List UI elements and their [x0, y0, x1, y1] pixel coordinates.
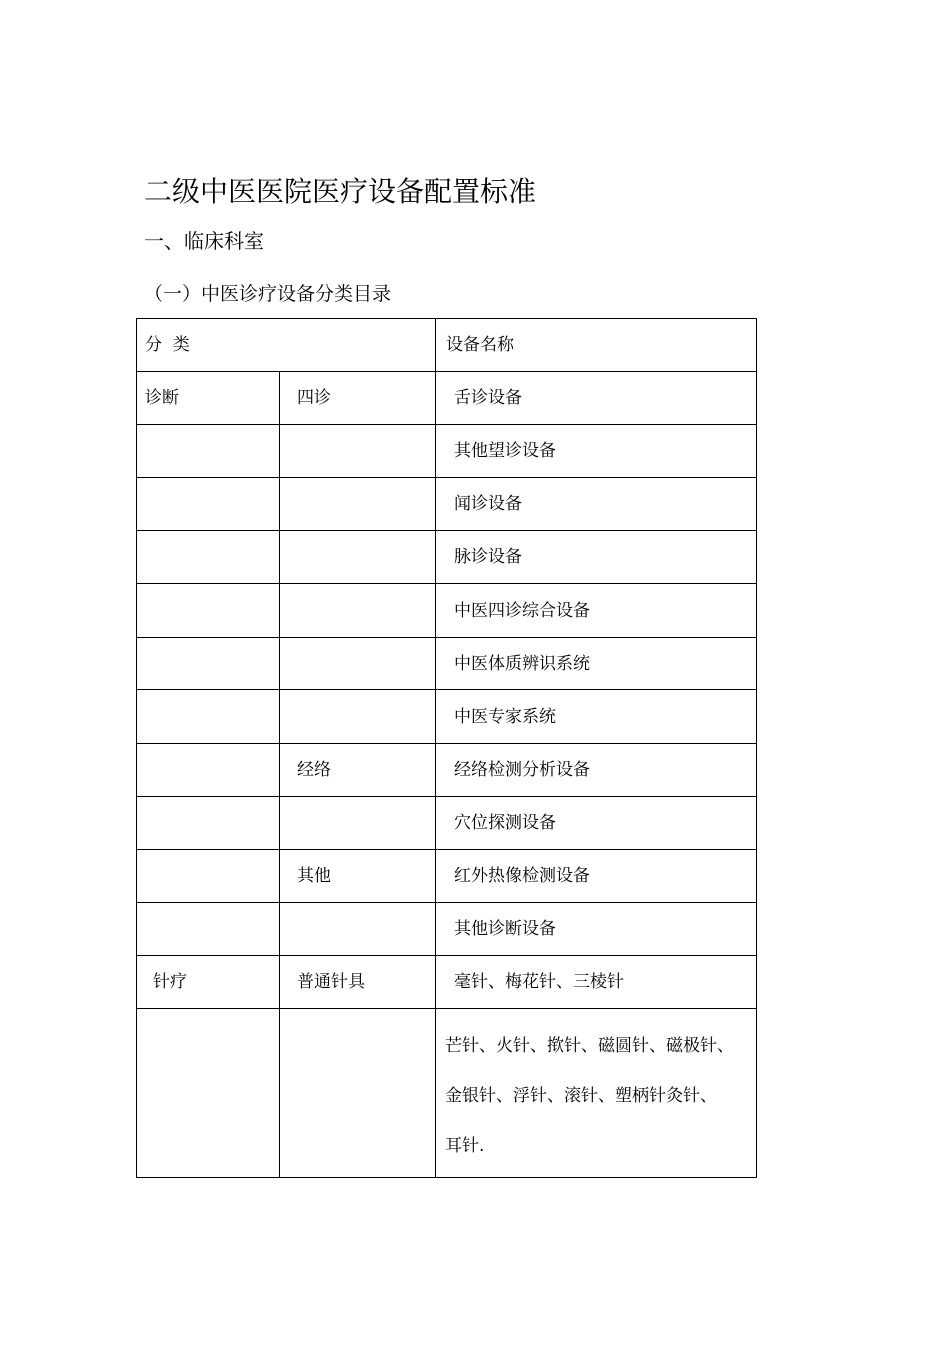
table-row [137, 425, 757, 478]
category-level2 [280, 478, 436, 531]
equipment-name-line: 金银针、浮针、滚针、塑柄针灸针、 [445, 1086, 717, 1106]
table-row [137, 584, 757, 638]
category-level2 [280, 531, 436, 584]
category-level1 [137, 638, 280, 690]
equipment-table [136, 318, 757, 1178]
category-level1: 诊断 [137, 372, 280, 425]
category-level1 [137, 478, 280, 531]
category-level2: 四诊 [280, 372, 436, 425]
category-level1 [137, 744, 280, 797]
document-title: 二级中医医院医疗设备配置标准 [144, 175, 537, 208]
category-level2 [280, 690, 436, 744]
category-level2: 经络 [280, 744, 436, 797]
table-row [137, 956, 757, 1009]
category-level2 [280, 903, 436, 956]
table-row [137, 903, 757, 956]
equipment-name: 舌诊设备 [436, 372, 757, 425]
category-level2 [280, 425, 436, 478]
table-row [137, 1009, 757, 1178]
category-level1 [137, 1009, 280, 1178]
category-level1 [137, 584, 280, 638]
category-level1 [137, 903, 280, 956]
equipment-name: 中医四诊综合设备 [436, 584, 757, 638]
table-header-row [137, 319, 757, 372]
equipment-name: 闻诊设备 [436, 478, 757, 531]
table-row [137, 478, 757, 531]
table-row [137, 850, 757, 903]
table-row [137, 372, 757, 425]
equipment-name: 其他诊断设备 [436, 903, 757, 956]
equipment-name: 经络检测分析设备 [436, 744, 757, 797]
category-level2: 其他 [280, 850, 436, 903]
category-level2 [280, 1009, 436, 1178]
equipment-name: 红外热像检测设备 [436, 850, 757, 903]
section-heading: 一、临床科室 [144, 229, 264, 253]
table-row [137, 690, 757, 744]
category-level2 [280, 638, 436, 690]
table-row [137, 797, 757, 850]
category-level1 [137, 850, 280, 903]
equipment-name: 中医专家系统 [436, 690, 757, 744]
table-row [137, 744, 757, 797]
header-equipment-name: 设备名称 [436, 319, 757, 372]
equipment-name: 脉诊设备 [436, 531, 757, 584]
equipment-name: 穴位探测设备 [436, 797, 757, 850]
category-level1 [137, 425, 280, 478]
table-row [137, 531, 757, 584]
category-level1: 针疗 [137, 956, 280, 1009]
category-level1 [137, 797, 280, 850]
equipment-name-line: 耳针. [445, 1136, 485, 1156]
category-level1 [137, 690, 280, 744]
equipment-name: 毫针、梅花针、三棱针 [436, 956, 757, 1009]
equipment-name: 中医体质辨识系统 [436, 638, 757, 690]
category-level2: 普通针具 [280, 956, 436, 1009]
equipment-name-line: 芒针、火针、揿针、磁圆针、磁极针、 [445, 1036, 734, 1056]
category-level2 [280, 797, 436, 850]
equipment-name-multiline [436, 1009, 757, 1178]
table-row [137, 638, 757, 690]
equipment-name: 其他望诊设备 [436, 425, 757, 478]
category-level2 [280, 584, 436, 638]
subsection-heading: （一）中医诊疗设备分类目录 [144, 283, 392, 305]
category-level1 [137, 531, 280, 584]
header-category: 分 类 [137, 319, 436, 372]
